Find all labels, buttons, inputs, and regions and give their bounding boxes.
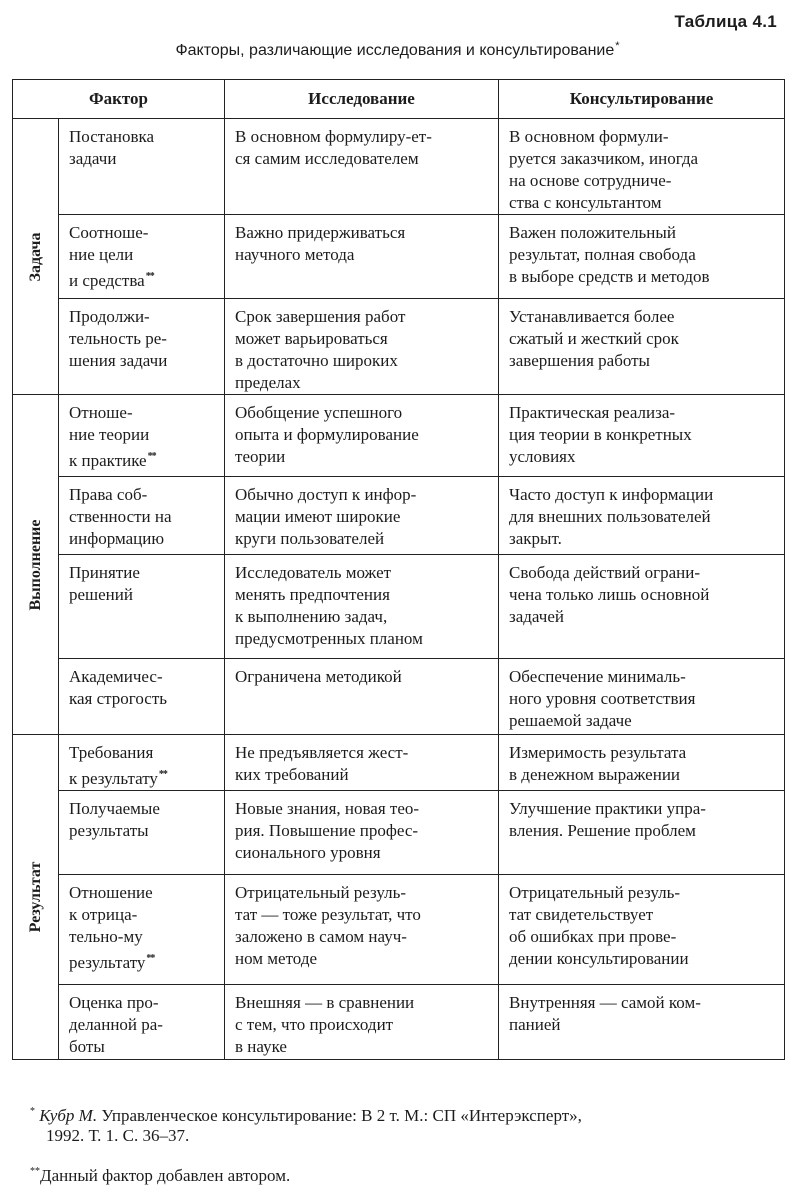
factor-text: Отношение к отрица- тельно-му результату — [69, 883, 153, 972]
research-text: Новые знания, новая тео- рия. Повышение профес- сионального уровня — [235, 799, 420, 862]
factor-text-block — [59, 555, 224, 606]
research-cell — [225, 555, 499, 659]
factor-cell — [59, 985, 225, 1060]
research-cell — [225, 659, 499, 735]
author-footnote-mark: ** — [158, 769, 167, 780]
factor-text: Оценка про- деланной ра- боты — [69, 993, 163, 1056]
column-header-research: Исследование — [225, 80, 499, 119]
factor-cell — [59, 215, 225, 299]
consulting-text: Часто доступ к информации для внешних пользователей закрыт. — [509, 485, 714, 548]
consulting-text: Внутренняя — самой ком- панией — [509, 993, 701, 1034]
research-text: В основном формулиру-ет- ся самим исследователем — [235, 127, 432, 168]
factor-text: Постановка задачи — [69, 127, 155, 168]
table-title-text: Факторы, различающие исследования и консультирование — [175, 42, 615, 59]
table-title — [0, 40, 795, 60]
factor-cell — [59, 875, 225, 985]
table-row — [13, 875, 785, 985]
consulting-text: В основном формули- руется заказчиком, иногда на основе сотрудниче- ства с консультантом — [509, 127, 699, 212]
consulting-cell — [499, 985, 785, 1060]
research-cell — [225, 477, 499, 555]
table-row — [13, 395, 785, 477]
consulting-cell — [499, 791, 785, 875]
section-label: Задача — [26, 232, 44, 281]
factor-cell — [59, 791, 225, 875]
author-footnote-mark: ** — [147, 451, 156, 462]
consulting-text: Обеспечение минималь- ного уровня соответствия решаемой задаче — [509, 667, 696, 730]
table-title-footnote-mark: * — [615, 40, 620, 52]
research-text: Обобщение успешного опыта и формулирование теории — [235, 403, 419, 466]
research-cell — [225, 299, 499, 395]
column-header-consulting: Консультирование — [499, 80, 785, 119]
factor-text: Продолжи- тельность ре- шения задачи — [69, 307, 168, 370]
consulting-text: Свобода действий ограни- чена только лишь основной задачей — [509, 563, 710, 626]
research-cell — [225, 395, 499, 477]
section-label: Результат — [26, 861, 44, 933]
footnote-author: Кубр М. — [39, 1106, 98, 1125]
research-cell — [225, 985, 499, 1060]
factor-text-block — [59, 395, 224, 472]
table-row — [13, 299, 785, 395]
footnote-mark: ** — [30, 1166, 40, 1177]
research-text: Обычно доступ к инфор- мации имеют широкие круги пользователей — [235, 485, 417, 548]
factor-cell — [59, 395, 225, 477]
footnote-text: Данный фактор добавлен автором. — [40, 1166, 291, 1185]
factor-cell — [59, 477, 225, 555]
section-cell — [13, 119, 59, 395]
column-header-factor: Фактор — [13, 80, 225, 119]
consulting-text: Важен положительный результат, полная свобода в выборе средств и методов — [509, 223, 710, 286]
factor-text-block — [59, 477, 224, 550]
author-footnote-mark: ** — [146, 953, 155, 964]
consulting-text: Отрицательный резуль- тат свидетельствует об ошибках при прове- дении консультировании — [509, 883, 689, 968]
footnote-source-cont: 1992. Т. 1. С. 36–37. — [46, 1126, 190, 1145]
table-row — [13, 215, 785, 299]
consulting-cell — [499, 477, 785, 555]
table-body — [13, 119, 785, 1060]
factor-text: Отноше- ние теории к практике — [69, 403, 150, 470]
factor-text-block — [59, 299, 224, 372]
factor-text: Получаемые результаты — [69, 799, 160, 840]
research-cell — [225, 875, 499, 985]
factor-text-block — [59, 985, 224, 1058]
factor-text: Права соб- ственности на информацию — [69, 485, 172, 548]
section-label: Выполнение — [26, 518, 44, 611]
factor-text-block — [59, 659, 224, 710]
consulting-text: Улучшение практики упра- вления. Решение проблем — [509, 799, 706, 840]
table-row — [13, 119, 785, 215]
consulting-cell — [499, 659, 785, 735]
consulting-cell — [499, 215, 785, 299]
consulting-cell — [499, 735, 785, 791]
research-text: Срок завершения работ может варьироваться в достаточно широких пределах — [235, 307, 406, 392]
research-text: Важно придерживаться научного метода — [235, 223, 406, 264]
footnote-text: Управленческое консультирование: В 2 т. М.: СП «Интерэксперт», — [97, 1106, 582, 1125]
table-row — [13, 791, 785, 875]
factor-text-block — [59, 791, 224, 842]
research-text: Внешняя — в сравнении с тем, что происходит в науке — [235, 993, 415, 1056]
table-row — [13, 735, 785, 791]
section-cell — [13, 735, 59, 1060]
research-cell — [225, 791, 499, 875]
factor-cell — [59, 555, 225, 659]
research-text: Не предъявляется жест- ких требований — [235, 743, 409, 784]
table-row — [13, 477, 785, 555]
consulting-cell — [499, 119, 785, 215]
table-header-row — [13, 80, 785, 119]
research-text: Исследователь может менять предпочтения к выполнению задач, предусмотренных планом — [235, 563, 423, 648]
section-cell — [13, 395, 59, 735]
research-cell — [225, 119, 499, 215]
factor-cell — [59, 299, 225, 395]
table-row — [13, 555, 785, 659]
factor-text-block — [59, 735, 224, 790]
table-number: Таблица 4.1 — [674, 12, 777, 31]
consulting-cell — [499, 555, 785, 659]
comparison-table — [12, 79, 785, 1060]
factor-text: Требования к результату — [69, 743, 158, 788]
consulting-cell — [499, 395, 785, 477]
factor-cell — [59, 119, 225, 215]
footnote-mark: * — [30, 1106, 35, 1117]
factor-text-block — [59, 119, 224, 170]
research-text: Ограничена методикой — [235, 667, 402, 686]
factor-cell — [59, 735, 225, 791]
factor-text: Академичес- кая строгость — [69, 667, 167, 708]
research-text: Отрицательный резуль- тат — тоже результат, что заложено в самом науч- ном методе — [235, 883, 421, 968]
consulting-text: Измеримость результата в денежном выражении — [509, 743, 687, 784]
consulting-text: Устанавливается более сжатый и жесткий срок завершения работы — [509, 307, 679, 370]
consulting-text: Практическая реализа- ция теории в конкретных условиях — [509, 403, 692, 466]
factor-text-block — [59, 875, 224, 974]
table-row — [13, 985, 785, 1060]
research-cell — [225, 735, 499, 791]
factor-text: Принятие решений — [69, 563, 140, 604]
consulting-cell — [499, 299, 785, 395]
factor-cell — [59, 659, 225, 735]
footnote-author-note — [30, 1160, 290, 1188]
factor-text-block — [59, 215, 224, 292]
consulting-cell — [499, 875, 785, 985]
author-footnote-mark: ** — [145, 271, 154, 282]
research-cell — [225, 215, 499, 299]
table-row — [13, 659, 785, 735]
factor-text: Соотноше- ние цели и средства — [69, 223, 149, 290]
